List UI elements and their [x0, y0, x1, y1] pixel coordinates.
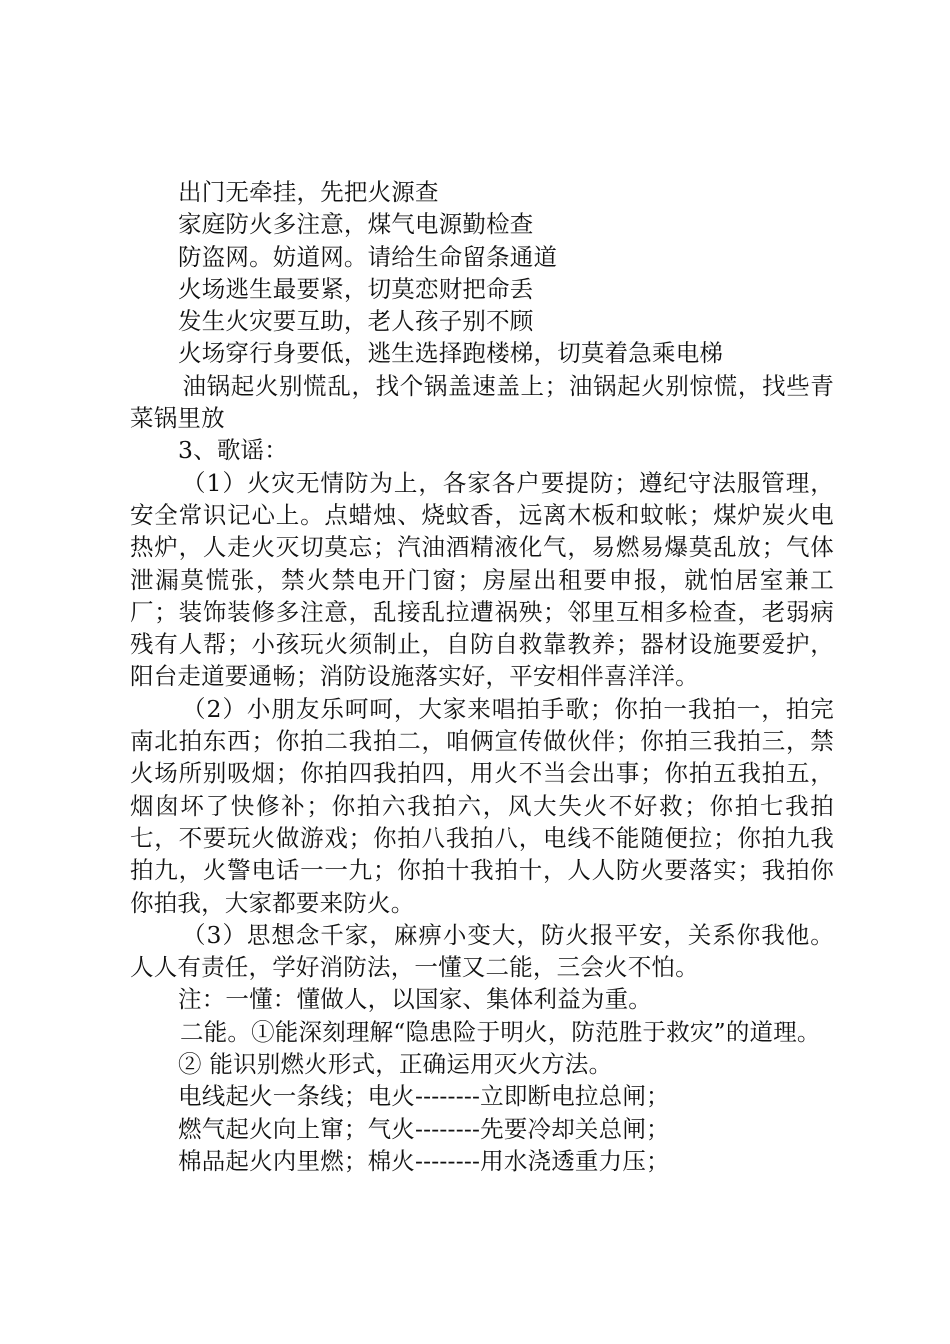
fire-line: 燃气起火向上窜；气火--------先要冷却关总闸； [178, 1114, 670, 1143]
note-line-3: ② 能识别燃火形式，正确运用灭火方法。 [178, 1050, 613, 1079]
ballad-paragraph-2: （2）小朋友乐呵呵，大家来唱拍手歌；你拍一我拍一，拍完南北拍东西；你拍二我拍二，咱俩宣传做伙伴；你拍三我拍三，禁火场所别吸烟；你拍四我拍四，用火不当会出事；你拍五我拍五，烟囱坏了快修补；你拍六我拍六，风大失火不好救；你拍七我拍七，不要玩火做游戏；你拍八我拍八，电线不能随便拉；你拍九我拍九，火警电话一一九；你拍十我拍十，人人防火要落实；我拍你你拍我，大家都要来防火。 [130, 694, 834, 917]
text-line: 火场穿行身要低，逃生选择跑楼梯，切莫着急乘电梯 [178, 339, 724, 368]
ballad-paragraph-1: （1）火灾无情防为上，各家各户要提防；遵纪守法服管理，安全常识记心上。点蜡烛、烧蚊香，远离木板和蚊帐；煤炉炭火电热炉，人走火灭切莫忘；汽油酒精液化气，易燃易爆莫乱放；气体泄漏莫慌张，禁火禁电开门窗；房屋出租要申报，就怕居室兼工厂；装饰装修多注意，乱接乱拉遭祸殃；邻里互相多检查，老弱病残有人帮；小孩玩火须制止，自防自救靠教养；器材设施要爱护，阳台走道要通畅；消防设施落实好，平安相伴喜洋洋。 [130, 468, 834, 691]
section-heading: 3、歌谣： [178, 436, 288, 465]
document-body [130, 176, 834, 1177]
wok-paragraph: 油锅起火别慌乱，找个锅盖速盖上；油锅起火别惊慌，找些青菜锅里放 [130, 371, 834, 433]
text-line: 火场逃生最要紧，切莫恋财把命丢 [178, 274, 534, 303]
text-line: 防盗网。妨道网。请给生命留条通道 [178, 242, 558, 271]
text-line: 发生火灾要互助，老人孩子别不顾 [178, 307, 534, 336]
fire-line: 电线起火一条线；电火--------立即断电拉总闸； [178, 1082, 670, 1111]
text-line: 家庭防火多注意，煤气电源勤检查 [178, 210, 534, 239]
note-line-1: 注：一懂：懂做人，以国家、集体利益为重。 [178, 985, 652, 1014]
text-line: 出门无牵挂，先把火源查 [178, 178, 439, 206]
note-paragraph-2: 二能。①能深刻理解“隐患险于明火，防范胜于救灾”的道理。 [180, 1017, 821, 1046]
fire-line: 棉品起火内里燃；棉火--------用水浇透重力压； [178, 1146, 670, 1175]
ballad-paragraph-3: （3）思想念千家，麻痹小变大，防火报平安，关系你我他。人人有责任，学好消防法，一懂又二能，三会火不怕。 [130, 920, 834, 982]
